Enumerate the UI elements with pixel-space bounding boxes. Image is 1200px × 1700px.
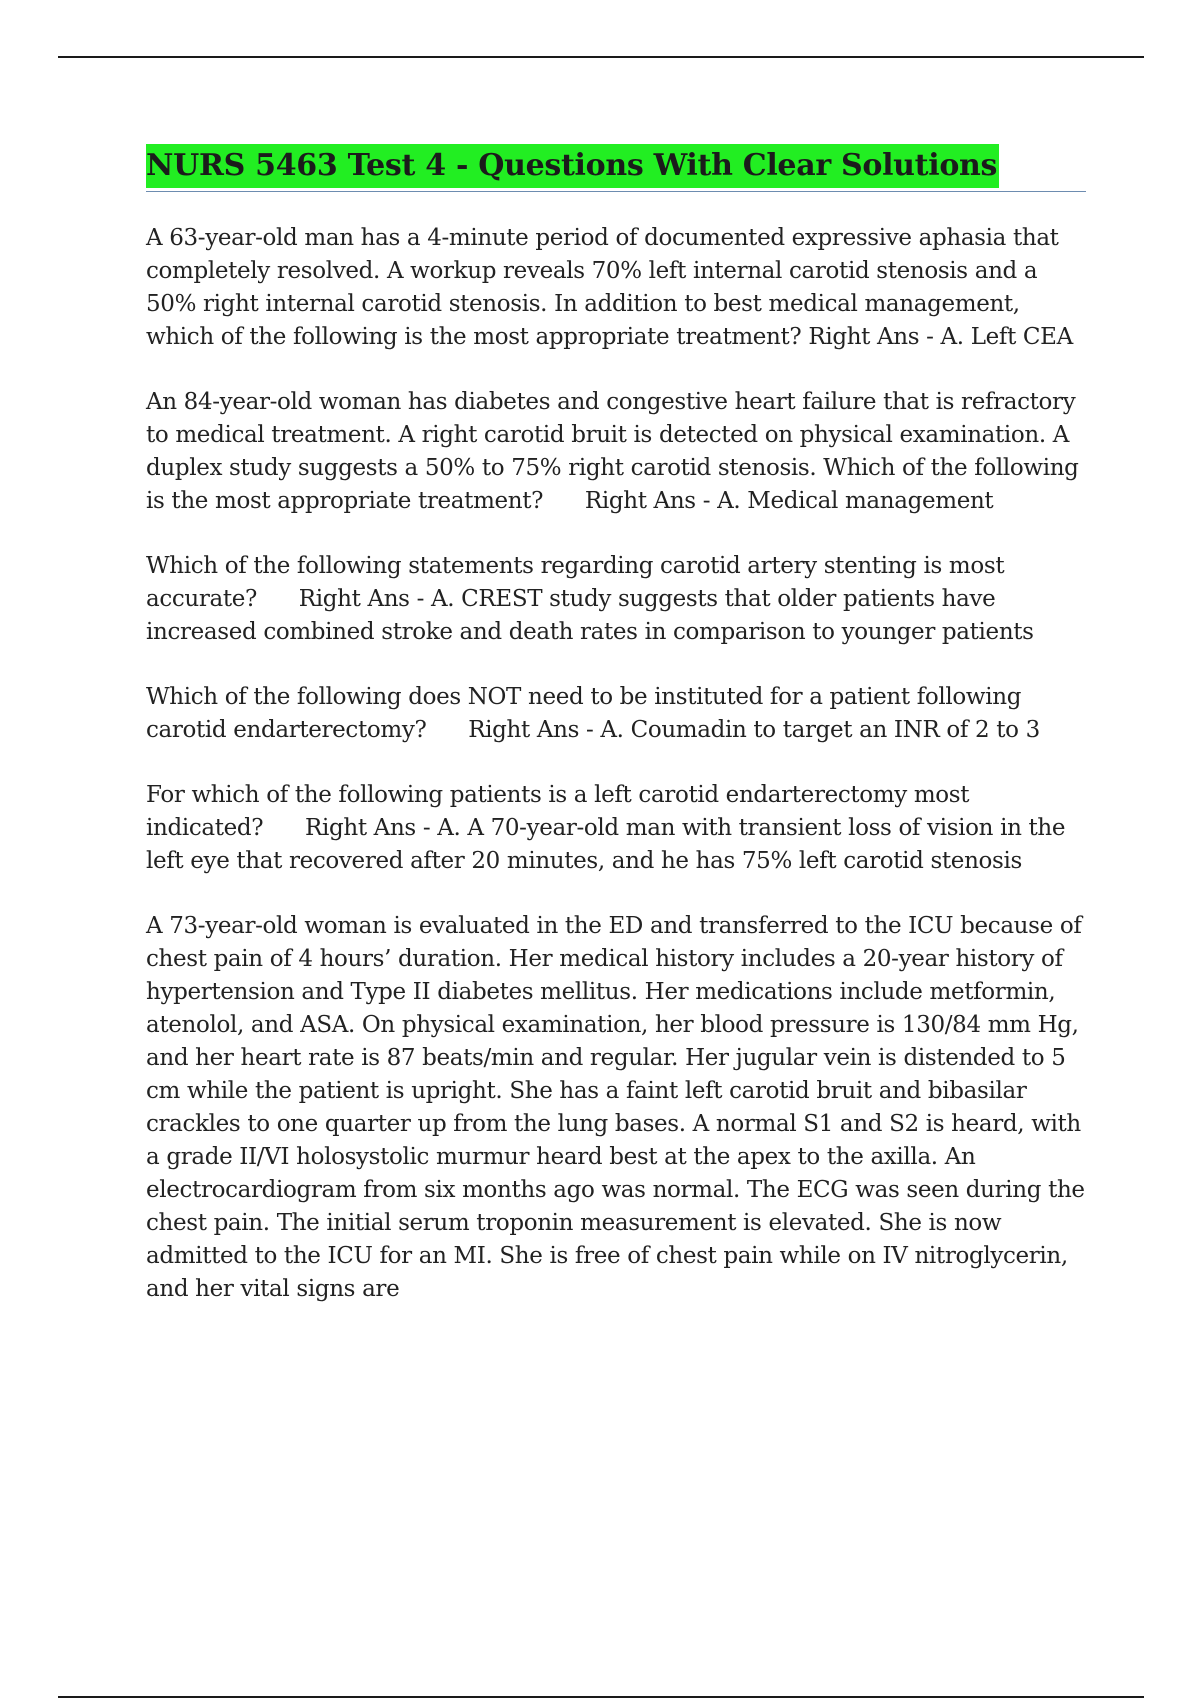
header-rule	[58, 56, 1144, 58]
footer-rule	[58, 1696, 1144, 1698]
title-block	[146, 144, 1086, 192]
document-title: NURS 5463 Test 4 - Questions With Clear Solutions	[146, 144, 999, 188]
question-item: For which of the following patients is a left carotid endarterectomy most indicated? Right Ans - A. A 70-year-old man with transient loss of vision in the left eye that recovered after 20 minutes, and he has 75% left carotid stenosis	[146, 782, 1073, 874]
question-item: A 63-year-old man has a 4-minute period of documented expressive aphasia that completely resolved. A workup reveals 70% left internal carotid stenosis and a 50% right internal carotid stenosis. In addition to best medical management, which of the following is the most appropriate treatment? Right Ans - A. Left CEA	[146, 225, 1073, 350]
question-item: Which of the following statements regarding carotid artery stenting is most accurate? Right Ans - A. CREST study suggests that older patients have increased combined stroke and death rates in comparison to younger patients	[146, 553, 1034, 645]
question-item: Which of the following does NOT need to be instituted for a patient following carotid endarterectomy? Right Ans - A. Coumadin to target an INR of 2 to 3	[146, 684, 1040, 743]
question-item: A 73-year-old woman is evaluated in the ED and transferred to the ICU because of chest pain of 4 hours’ duration. Her medical history includes a 20-year history of hypertension and Type II diabetes mellitus. Her medications include metformin, atenolol, and ASA. On physical examination, her blood pressure is 130/84 mm Hg, and her heart rate is 87 beats/min and regular. Her jugular vein is distended to 5 cm while the patient is upright. She has a faint left carotid bruit and bibasilar crackles to one quarter up from the lung bases. A normal S1 and S2 is heard, with a grade II/VI holosystolic murmur heard best at the apex to the axilla. An electrocardiogram from six months ago was normal. The ECG was seen during the chest pain. The initial serum troponin measurement is elevated. She is now admitted to the ICU for an MI. She is free of chest pain while on IV nitroglycerin, and her vital signs are	[146, 913, 1092, 1302]
question-item: An 84-year-old woman has diabetes and congestive heart failure that is refractory to medical treatment. A right carotid bruit is detected on physical examination. A duplex study suggests a 50% to 75% right carotid stenosis. Which of the following is the most appropriate treatment? Right Ans - A. Medical management	[146, 389, 1086, 514]
document-body	[146, 144, 1092, 1338]
